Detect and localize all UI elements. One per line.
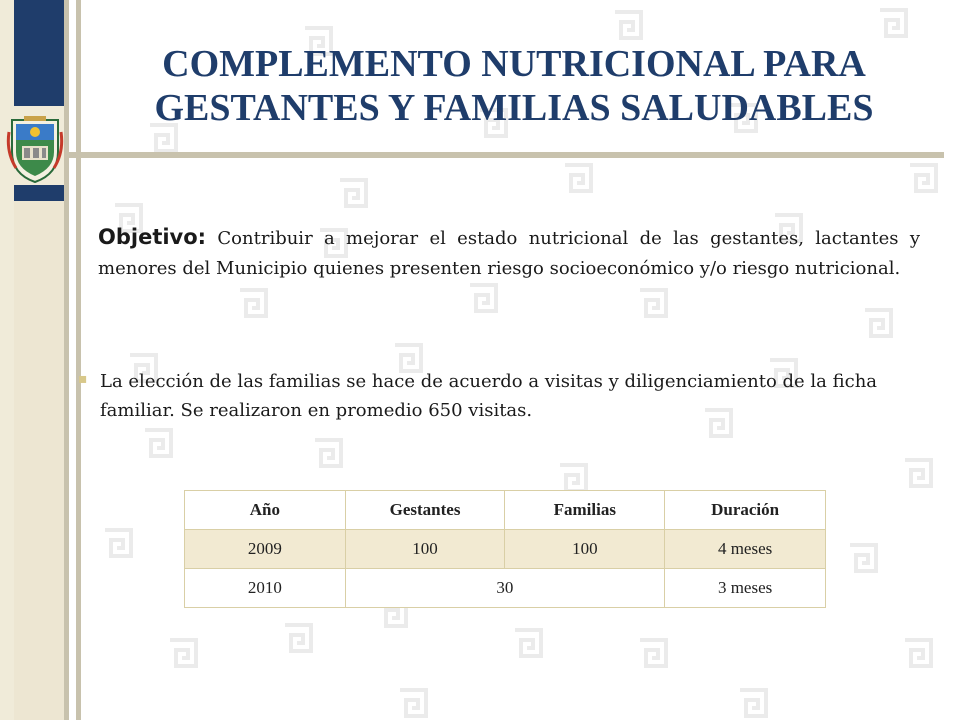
cell-duracion: 4 meses: [665, 530, 826, 569]
table-header-row: [185, 491, 826, 530]
cell-duracion: 3 meses: [665, 569, 826, 608]
objective-label: Objetivo:: [98, 225, 207, 249]
municipal-crest-icon: [6, 112, 64, 184]
left-band-navy-top: [14, 0, 64, 106]
page-title: [84, 42, 944, 130]
title-line-2: GESTANTES Y FAMILIAS SALUDABLES: [154, 87, 874, 129]
bullet-icon: ▪: [78, 371, 88, 387]
title-divider: [64, 152, 944, 158]
objective-text: Contribuir a mejorar el estado nutricional de las gestantes, lactantes y menores del Municipio quienes presenten riesgo socioeconómico y/o riesgo nutricional.: [98, 228, 920, 279]
list-item: [78, 367, 920, 425]
bullet-text: La elección de las familias se hace de acuerdo a visitas y diligenciamiento de la ficha familiar. Se realizaron en promedio 650 visitas.: [100, 371, 878, 421]
left-band-line: [64, 0, 69, 720]
cell-year: 2010: [185, 569, 346, 608]
column-header-year: Año: [185, 491, 346, 530]
left-band-navy-mid: [14, 185, 64, 201]
column-header-duracion: Duración: [665, 491, 826, 530]
cell-year: 2009: [185, 530, 346, 569]
table-row: [185, 530, 826, 569]
column-header-gestantes: Gestantes: [345, 491, 505, 530]
column-header-familias: Familias: [505, 491, 665, 530]
cell-gestantes: 100: [345, 530, 505, 569]
title-line-1: COMPLEMENTO NUTRICIONAL PARA: [162, 43, 866, 85]
beneficiaries-table: [184, 490, 826, 608]
cell-gestantes-familias-combined: 30: [345, 569, 665, 608]
cell-familias: 100: [505, 530, 665, 569]
table-row: [185, 569, 826, 608]
objective-paragraph: [98, 222, 920, 284]
left-band-strip: [14, 201, 64, 720]
left-band-line: [76, 0, 81, 720]
